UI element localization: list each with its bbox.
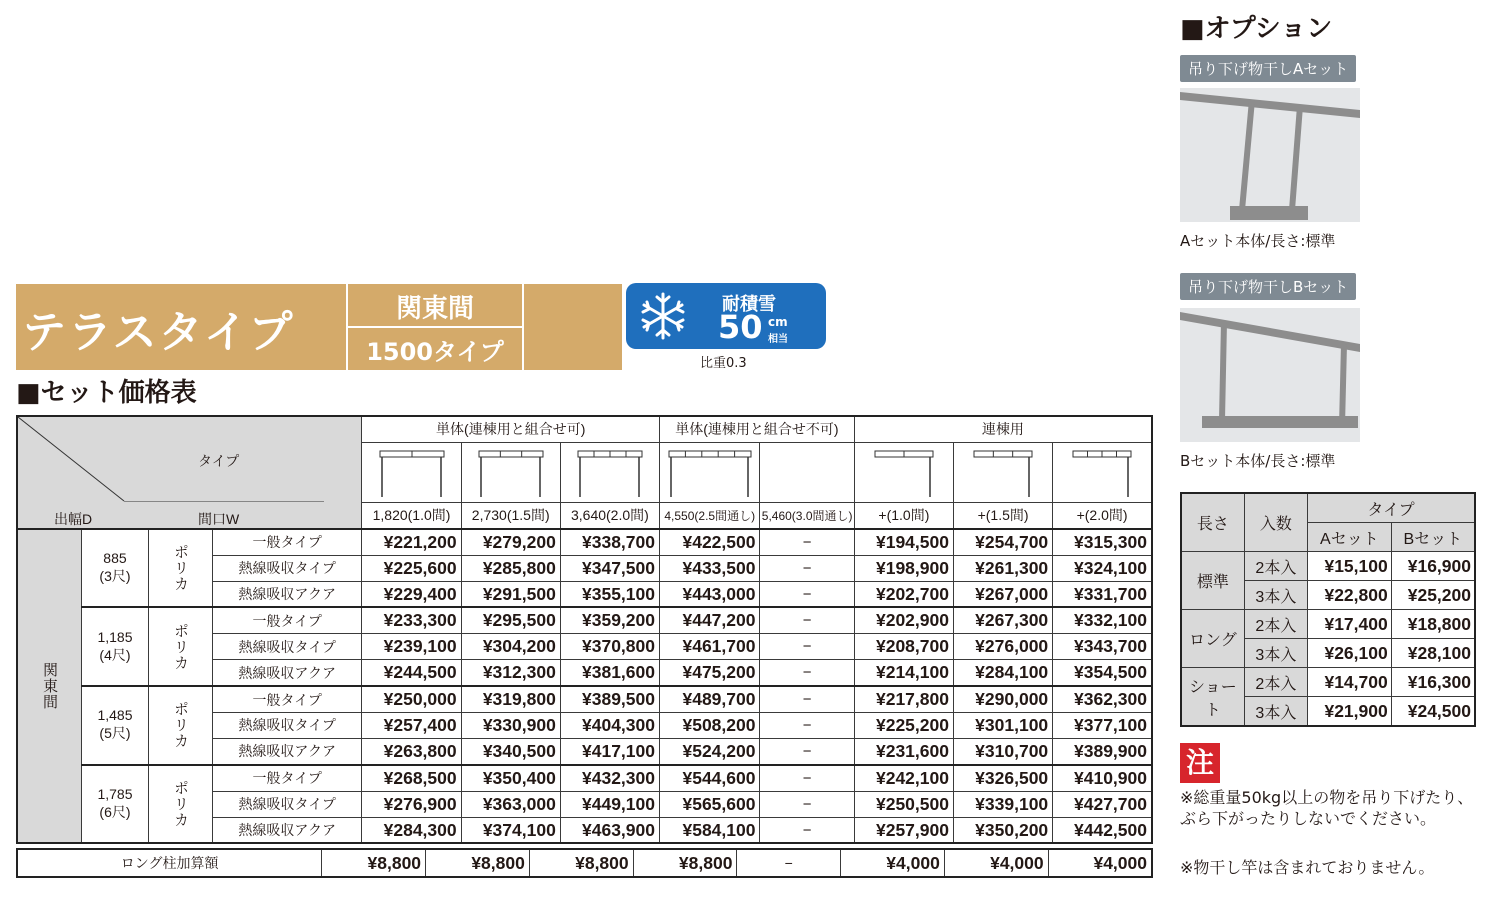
width-header: 間口W: [198, 511, 240, 527]
price-cell: ¥267,300: [953, 607, 1052, 633]
roof-type-cell: 一般タイプ: [212, 765, 361, 791]
price-cell: ¥363,000: [461, 791, 560, 817]
price-cell: ¥257,900: [854, 817, 953, 843]
material-cell: ポリカ: [148, 765, 212, 844]
long-post-price: ¥4,000: [841, 849, 945, 877]
snow-load-unit: cm: [768, 315, 788, 329]
option-price-a: ¥22,800: [1308, 581, 1392, 610]
price-cell: ¥447,200: [660, 607, 760, 633]
price-cell: ¥279,200: [461, 529, 560, 555]
width-header-cell: +(1.0間): [854, 502, 953, 528]
price-cell: ¥312,300: [461, 660, 560, 686]
price-cell: ¥242,100: [854, 765, 953, 791]
long-post-price: ¥4,000: [944, 849, 1048, 877]
set-b-badge: 吊り下げ物干しBセット: [1180, 273, 1356, 300]
price-cell: ¥194,500: [854, 529, 953, 555]
frame-diagram-icon: [577, 445, 643, 499]
price-cell: ¥330,900: [461, 713, 560, 739]
long-post-price: ¥4,000: [1048, 849, 1152, 877]
option-price-b: ¥25,200: [1391, 581, 1475, 610]
price-cell: ¥461,700: [660, 634, 760, 660]
roof-type-cell: 熱線吸収タイプ: [212, 634, 361, 660]
width-header-cell: +(2.0間): [1053, 502, 1152, 528]
price-cell: −: [760, 607, 854, 633]
depth-shaku: (6尺): [99, 804, 131, 821]
price-cell: ¥315,300: [1053, 529, 1152, 555]
frame-diagram-cell: [660, 442, 760, 502]
price-cell: ¥339,100: [953, 791, 1052, 817]
price-cell: −: [760, 555, 854, 581]
length-cell: 標準: [1181, 552, 1244, 610]
price-cell: −: [760, 738, 854, 764]
price-cell: ¥202,700: [854, 581, 953, 607]
frame-diagram-cell: [461, 442, 560, 502]
price-cell: ¥233,300: [362, 607, 461, 633]
price-cell: ¥291,500: [461, 581, 560, 607]
depth-cell: [82, 686, 149, 765]
group-header: 単体(連棟用と組合せ不可): [660, 416, 855, 442]
option-price-b: ¥16,900: [1391, 552, 1475, 581]
set-price-title: ■セット価格表: [16, 378, 197, 408]
frame-diagram-cell: [953, 442, 1052, 502]
roof-type-cell: 一般タイプ: [212, 529, 361, 555]
a-set-header: Aセット: [1308, 523, 1392, 552]
price-cell: ¥261,300: [953, 555, 1052, 581]
width-header-cell: 5,460(3.0間通し): [760, 502, 854, 528]
snow-load-value: 50: [718, 308, 763, 346]
set-price-table: [16, 415, 1153, 844]
depth-value: 1,185: [97, 628, 133, 645]
frame-diagram-icon: [1072, 445, 1132, 499]
price-cell: ¥338,700: [560, 529, 659, 555]
set-a-photo: [1180, 88, 1360, 222]
price-cell: ¥443,000: [660, 581, 760, 607]
hanger-a-icon: [1180, 88, 1360, 222]
corner-divider: [124, 501, 324, 525]
price-cell: −: [760, 817, 854, 843]
option-row: [1181, 610, 1475, 639]
roof-type-cell: 熱線吸収アクア: [212, 817, 361, 843]
material-cell: ポリカ: [148, 529, 212, 608]
price-cell: ¥284,300: [362, 817, 461, 843]
price-cell: ¥359,200: [560, 607, 659, 633]
price-cell: ¥432,300: [560, 765, 659, 791]
long-post-price: ¥8,800: [633, 849, 737, 877]
price-cell: ¥442,500: [1053, 817, 1152, 843]
count-cell: 3本入: [1244, 581, 1307, 610]
price-cell: ¥427,700: [1053, 791, 1152, 817]
price-cell: ¥422,500: [660, 529, 760, 555]
price-cell: ¥331,700: [1053, 581, 1152, 607]
price-cell: ¥417,100: [560, 738, 659, 764]
price-cell: −: [760, 660, 854, 686]
price-cell: ¥326,500: [953, 765, 1052, 791]
price-cell: ¥225,200: [854, 713, 953, 739]
price-cell: ¥524,200: [660, 738, 760, 764]
group-header: 単体(連棟用と組合せ可): [362, 416, 660, 442]
depth-cell: [82, 765, 149, 844]
group-header: 連棟用: [854, 416, 1152, 442]
roof-type-cell: 熱線吸収タイプ: [212, 555, 361, 581]
price-cell: ¥449,100: [560, 791, 659, 817]
note-2: ※物干し竿は含まれておりません。: [1180, 858, 1435, 877]
price-cell: ¥332,100: [1053, 607, 1152, 633]
price-cell: ¥340,500: [461, 738, 560, 764]
price-cell: ¥276,900: [362, 791, 461, 817]
price-cell: ¥225,600: [362, 555, 461, 581]
frame-diagram-cell: [1053, 442, 1152, 502]
region-label: 関東間: [395, 294, 474, 324]
price-cell: ¥202,900: [854, 607, 953, 633]
set-b-caption: Bセット本体/長さ:標準: [1180, 452, 1336, 470]
count-cell: 2本入: [1244, 610, 1307, 639]
width-header-cell: 3,640(2.0間): [560, 502, 659, 528]
hanger-b-icon: [1180, 308, 1360, 442]
material-cell: ポリカ: [148, 607, 212, 686]
width-header-cell: 1,820(1.0間): [362, 502, 461, 528]
price-cell: ¥250,500: [854, 791, 953, 817]
price-cell: ¥463,900: [560, 817, 659, 843]
depth-header: 出幅D: [54, 511, 93, 527]
price-cell: ¥410,900: [1053, 765, 1152, 791]
snow-load-label: 耐積雪: [722, 294, 776, 315]
price-cell: ¥433,500: [660, 555, 760, 581]
price-cell: −: [760, 765, 854, 791]
option-price-a: ¥17,400: [1308, 610, 1392, 639]
title-divider: [522, 284, 524, 370]
price-cell: ¥290,000: [953, 686, 1052, 712]
depth-shaku: (4尺): [99, 646, 131, 663]
region-cell: 関東間: [17, 529, 82, 844]
price-cell: −: [760, 581, 854, 607]
set-a-badge: 吊り下げ物干しAセット: [1180, 55, 1356, 82]
price-cell: ¥285,800: [461, 555, 560, 581]
price-cell: −: [760, 686, 854, 712]
depth-cell: [82, 607, 149, 686]
depth-value: 1,485: [97, 707, 133, 724]
b-set-header: Bセット: [1391, 523, 1475, 552]
price-cell: ¥350,400: [461, 765, 560, 791]
long-post-table: [16, 848, 1153, 878]
price-cell: ¥319,800: [461, 686, 560, 712]
price-cell: ¥284,100: [953, 660, 1052, 686]
price-cell: ¥350,200: [953, 817, 1052, 843]
roof-type-cell: 熱線吸収タイプ: [212, 713, 361, 739]
table-row: [17, 686, 1152, 712]
set-a-caption: Aセット本体/長さ:標準: [1180, 232, 1336, 250]
frame-diagram-icon: [874, 445, 934, 499]
frame-diagram-icon: [668, 445, 752, 499]
count-cell: 2本入: [1244, 552, 1307, 581]
option-row: [1181, 552, 1475, 581]
price-cell: ¥544,600: [660, 765, 760, 791]
frame-diagram-cell: [362, 442, 461, 502]
price-cell: ¥276,000: [953, 634, 1052, 660]
long-post-label: ロング柱加算額: [17, 849, 322, 877]
price-cell: ¥508,200: [660, 713, 760, 739]
price-cell: ¥370,800: [560, 634, 659, 660]
depth-value: 1,785: [97, 786, 133, 803]
material-cell: ポリカ: [148, 686, 212, 765]
table-row: [17, 607, 1152, 633]
price-cell: ¥374,100: [461, 817, 560, 843]
price-cell: ¥198,900: [854, 555, 953, 581]
price-cell: ¥244,500: [362, 660, 461, 686]
width-header-cell: 4,550(2.5間通し): [660, 502, 760, 528]
price-cell: ¥475,200: [660, 660, 760, 686]
long-post-price: −: [737, 849, 841, 877]
option-price-a: ¥21,900: [1308, 697, 1392, 727]
option-row: [1181, 668, 1475, 697]
price-cell: ¥267,000: [953, 581, 1052, 607]
depth-cell: [82, 529, 149, 608]
price-cell: −: [760, 791, 854, 817]
depth-shaku: (3尺): [99, 568, 131, 585]
price-cell: −: [760, 713, 854, 739]
roof-type-cell: 熱線吸収アクア: [212, 581, 361, 607]
price-cell: −: [760, 634, 854, 660]
title-divider: [348, 326, 522, 328]
option-price-a: ¥14,700: [1308, 668, 1392, 697]
snow-load-unit-sub: 相当: [768, 334, 788, 345]
price-cell: ¥221,200: [362, 529, 461, 555]
width-header-cell: +(1.5間): [953, 502, 1052, 528]
price-cell: ¥310,700: [953, 738, 1052, 764]
price-cell: ¥324,100: [1053, 555, 1152, 581]
note-badge: 注: [1180, 743, 1220, 783]
option-price-b: ¥18,800: [1391, 610, 1475, 639]
frame-diagram-cell: [854, 442, 953, 502]
price-cell: ¥263,800: [362, 738, 461, 764]
price-cell: ¥354,500: [1053, 660, 1152, 686]
price-cell: ¥347,500: [560, 555, 659, 581]
price-cell: ¥239,100: [362, 634, 461, 660]
frame-diagram-icon: [379, 445, 445, 499]
long-post-price: ¥8,800: [426, 849, 530, 877]
length-header: 長さ: [1181, 493, 1244, 552]
frame-diagram-cell: [560, 442, 659, 502]
price-cell: ¥565,600: [660, 791, 760, 817]
price-cell: ¥355,100: [560, 581, 659, 607]
type-header: タイプ: [198, 453, 240, 469]
length-cell: ロング: [1181, 610, 1244, 668]
table-row: [17, 765, 1152, 791]
price-cell: ¥214,100: [854, 660, 953, 686]
price-cell: ¥268,500: [362, 765, 461, 791]
price-cell: ¥389,500: [560, 686, 659, 712]
table-row: [17, 529, 1152, 555]
depth-shaku: (5尺): [99, 725, 131, 742]
price-cell: ¥231,600: [854, 738, 953, 764]
roof-type-cell: 一般タイプ: [212, 607, 361, 633]
roof-type-cell: 熱線吸収タイプ: [212, 791, 361, 817]
option-price-b: ¥24,500: [1391, 697, 1475, 727]
roof-type-cell: 熱線吸収アクア: [212, 738, 361, 764]
option-price-a: ¥15,100: [1308, 552, 1392, 581]
roof-type-cell: 熱線吸収アクア: [212, 660, 361, 686]
count-header: 入数: [1244, 493, 1307, 552]
type-label: 1500タイプ: [366, 338, 504, 366]
price-cell: ¥229,400: [362, 581, 461, 607]
long-post-price: ¥8,800: [529, 849, 633, 877]
count-cell: 3本入: [1244, 639, 1307, 668]
price-cell: ¥489,700: [660, 686, 760, 712]
price-cell: ¥362,300: [1053, 686, 1152, 712]
price-cell: ¥381,600: [560, 660, 659, 686]
price-cell: ¥254,700: [953, 529, 1052, 555]
roof-type-cell: 一般タイプ: [212, 686, 361, 712]
option-price-b: ¥28,100: [1391, 639, 1475, 668]
frame-diagram-icon: [478, 445, 544, 499]
frame-diagram-cell: [760, 442, 854, 502]
set-b-photo: [1180, 308, 1360, 442]
price-cell: ¥301,100: [953, 713, 1052, 739]
price-cell: ¥295,500: [461, 607, 560, 633]
frame-diagram-icon: [973, 445, 1033, 499]
options-title: ■オプション: [1180, 14, 1333, 44]
price-cell: ¥404,300: [560, 713, 659, 739]
price-cell: ¥257,400: [362, 713, 461, 739]
type-header: タイプ: [1308, 493, 1476, 523]
price-cell: ¥377,100: [1053, 713, 1152, 739]
price-cell: −: [760, 529, 854, 555]
snowflake-icon: [638, 291, 688, 341]
long-post-price: ¥8,800: [322, 849, 426, 877]
count-cell: 2本入: [1244, 668, 1307, 697]
count-cell: 3本入: [1244, 697, 1307, 727]
width-header-cell: 2,730(1.5間): [461, 502, 560, 528]
price-cell: ¥208,700: [854, 634, 953, 660]
product-title: テラスタイプ: [22, 307, 295, 358]
price-cell: ¥304,200: [461, 634, 560, 660]
option-price-b: ¥16,300: [1391, 668, 1475, 697]
price-cell: ¥217,800: [854, 686, 953, 712]
price-cell: ¥343,700: [1053, 634, 1152, 660]
price-cell: ¥584,100: [660, 817, 760, 843]
snow-load-note: 比重0.3: [700, 356, 747, 371]
length-cell: ショート: [1181, 668, 1244, 727]
option-price-table: [1180, 492, 1476, 727]
corner-header: [17, 416, 362, 529]
option-price-a: ¥26,100: [1308, 639, 1392, 668]
price-cell: ¥389,900: [1053, 738, 1152, 764]
depth-value: 885: [103, 550, 127, 567]
price-cell: ¥250,000: [362, 686, 461, 712]
note-1: ※総重量50kg以上の物を吊り下げたり、ぶら下がったりしないでください。: [1180, 788, 1474, 828]
